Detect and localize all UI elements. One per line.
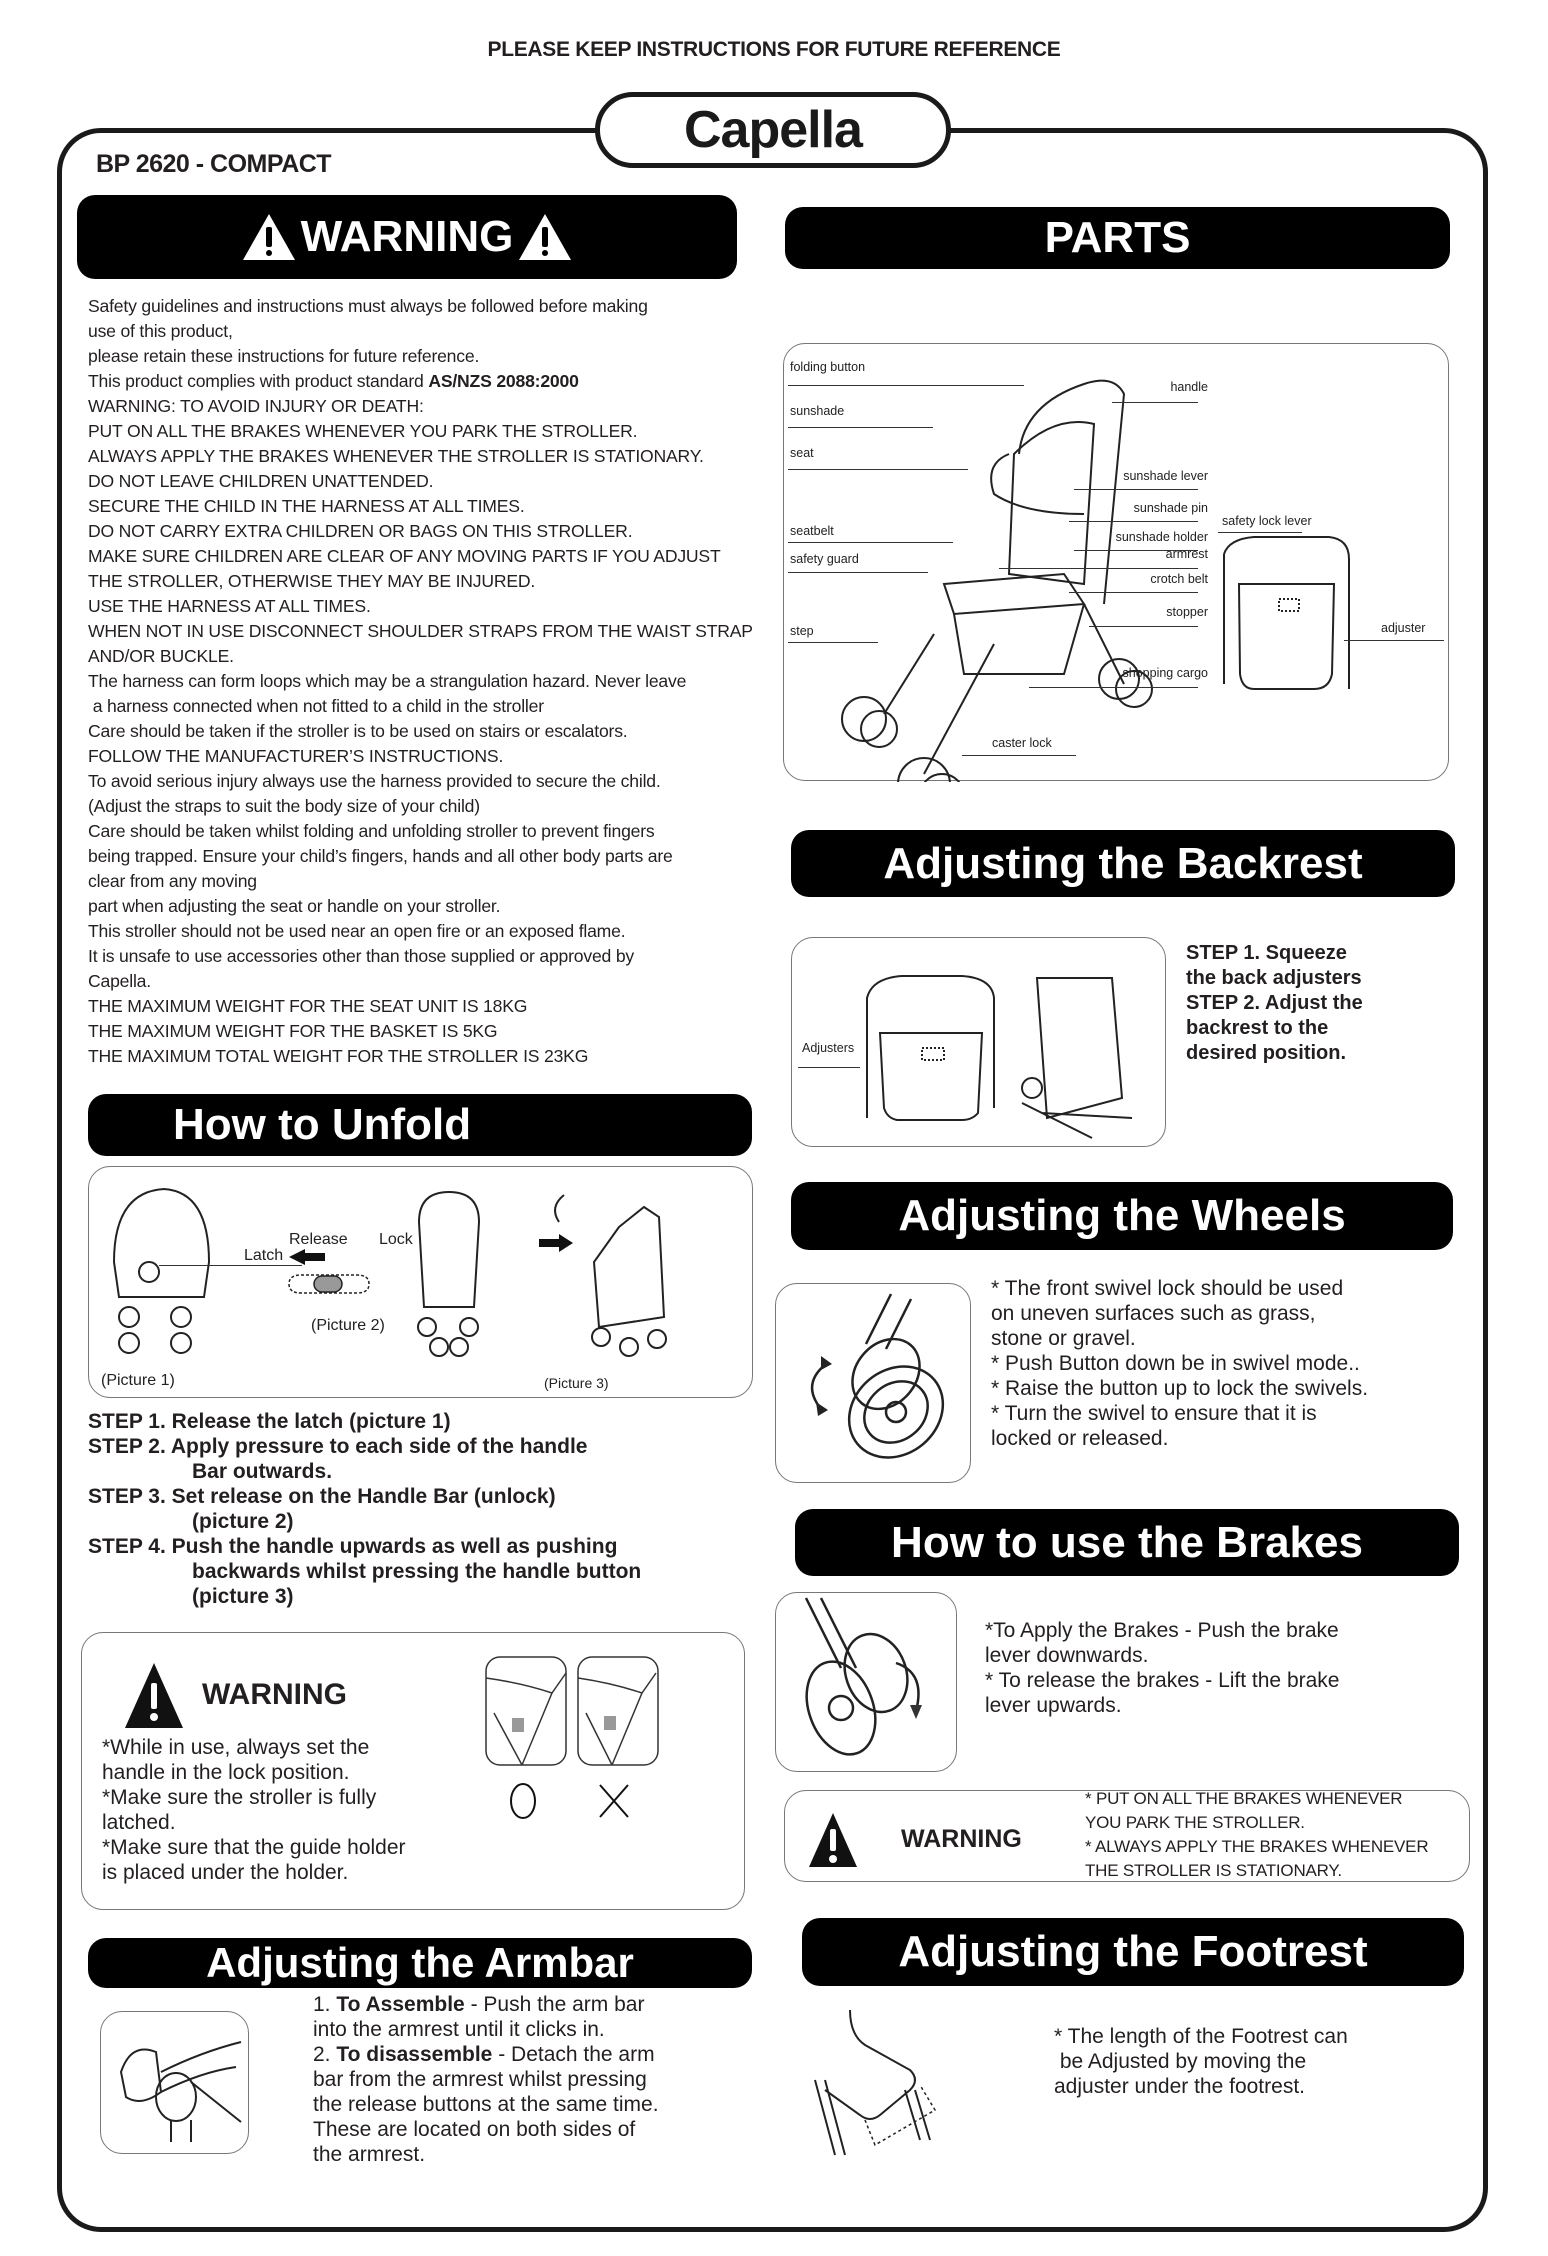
wheels-line: stone or gravel. [991, 1327, 1136, 1350]
picture-2-caption: (Picture 2) [311, 1317, 385, 1334]
handle-warning-line: *Make sure the stroller is fully [102, 1786, 377, 1809]
warning-title: WARNING [300, 212, 514, 261]
brakes-warning-line: THE STROLLER IS STATIONARY. [1085, 1861, 1342, 1880]
brakes-text [985, 1618, 1465, 1718]
warning-line: AND/OR BUCKLE. [88, 646, 234, 666]
unfold-step: STEP 2. Apply pressure to each side of the handle [88, 1435, 588, 1458]
part-label: safety guard [790, 552, 859, 566]
stroller-illustration [784, 344, 1450, 782]
parts-title: PARTS [1044, 213, 1191, 262]
unfold-title: How to Unfold [173, 1100, 472, 1149]
backrest-step-line: the back adjusters [1186, 967, 1362, 989]
parts-diagram [783, 343, 1449, 781]
wheels-line: * The front swivel lock should be used [991, 1277, 1344, 1300]
footrest-illustration [805, 2005, 945, 2160]
handle-warning-line: *Make sure that the guide holder [102, 1836, 406, 1859]
warning-line: THE MAXIMUM WEIGHT FOR THE BASKET IS 5KG [88, 1021, 498, 1041]
backrest-header [791, 830, 1455, 897]
release-label: Release [289, 1231, 348, 1248]
part-label: step [790, 624, 814, 638]
part-label: folding button [790, 360, 866, 374]
backrest-step-line: backrest to the [1186, 1017, 1329, 1039]
wheel-drawing [776, 1284, 972, 1484]
handle-warning-line: handle in the lock position. [102, 1761, 350, 1784]
warning-line: a harness connected when not fitted to a child in the stroller [88, 696, 544, 716]
brakes-warning-line: * ALWAYS APPLY THE BRAKES WHENEVER [1085, 1837, 1429, 1856]
warning-line: THE STROLLER, OTHERWISE THEY MAY BE INJURED. [88, 571, 536, 591]
model-name: BP 2620 - COMPACT [96, 150, 332, 178]
unfold-step-continued: Bar outwards. [192, 1460, 333, 1483]
unfold-steps [88, 1409, 778, 1609]
brakes-line: * To release the brakes - Lift the brake [985, 1669, 1340, 1692]
wheels-line: * Turn the swivel to ensure that it is [991, 1402, 1317, 1425]
arrow-left-icon [289, 1249, 325, 1265]
standard-prefix: This product complies with product standard [88, 371, 429, 391]
warning-line: WHEN NOT IN USE DISCONNECT SHOULDER STRAPS FROM THE WAIST STRAP [88, 621, 753, 641]
warning-line: DO NOT CARRY EXTRA CHILDREN OR BAGS ON THIS STROLLER. [88, 521, 633, 541]
backrest-step-line: STEP 2. Adjust the [1186, 992, 1363, 1014]
warning-line: FOLLOW THE MANUFACTURER’S INSTRUCTIONS. [88, 746, 504, 766]
footrest-line: * The length of the Footrest can [1054, 2025, 1348, 2048]
part-label: seat [790, 446, 814, 460]
armbar-drawing [101, 2012, 250, 2155]
warning-line: use of this product, [88, 321, 233, 341]
warning-line: USE THE HARNESS AT ALL TIMES. [88, 596, 371, 616]
keep-instructions-note: PLEASE KEEP INSTRUCTIONS FOR FUTURE REFERENCE [487, 38, 1061, 61]
backrest-steps [1186, 941, 1446, 1066]
brakes-warning-line: YOU PARK THE STROLLER. [1085, 1813, 1305, 1832]
unfold-step: STEP 4. Push the handle upwards as well as pushing [88, 1535, 618, 1558]
warning-triangle-icon [519, 214, 571, 260]
warning-line: Care should be taken whilst folding and unfolding stroller to prevent fingers [88, 821, 655, 841]
brakes-line: lever downwards. [985, 1644, 1149, 1667]
warning-line: part when adjusting the seat or handle on your stroller. [88, 896, 501, 916]
brakes-line: *To Apply the Brakes - Push the brake [985, 1619, 1339, 1642]
warning-line: Care should be taken if the stroller is to be used on stairs or escalators. [88, 721, 628, 741]
warning-line: To avoid serious injury always use the harness provided to secure the child. [88, 771, 661, 791]
handle-warning-text [102, 1735, 492, 1885]
part-label: sunshade holder [1115, 530, 1208, 544]
brand-logo-text: Capella [684, 101, 862, 159]
armbar-title: Adjusting the Armbar [206, 1939, 634, 1986]
wheels-line: * Push Button down be in swivel mode.. [991, 1352, 1360, 1375]
picture-1-caption: (Picture 1) [101, 1372, 175, 1389]
brakes-illustration [775, 1592, 957, 1772]
part-label: stopper [1166, 605, 1208, 619]
handle-warning-line: *While in use, always set the [102, 1736, 370, 1759]
warning-header [77, 195, 737, 279]
armbar-line: into the armrest until it clicks in. [313, 2018, 605, 2041]
wheels-header [791, 1182, 1453, 1250]
handle-warning-line: is placed under the holder. [102, 1861, 349, 1884]
warning-line: PUT ON ALL THE BRAKES WHENEVER YOU PARK THE STROLLER. [88, 421, 638, 441]
standard-line [88, 369, 768, 394]
unfold-step-continued: (picture 2) [192, 1510, 294, 1533]
footrest-text [1054, 2024, 1454, 2099]
warning-line: This stroller should not be used near an open fire or an exposed flame. [88, 921, 626, 941]
lock-label: Lock [379, 1231, 413, 1248]
parts-header [785, 207, 1450, 269]
part-label: sunshade [790, 404, 845, 418]
warning-triangle-icon [243, 214, 295, 260]
handle-warning-line: latched. [102, 1811, 176, 1834]
standard-code: AS/NZS 2088:2000 [428, 371, 579, 391]
armbar-item-2: 2. To disassemble - Detach the arm [313, 2043, 655, 2066]
backrest-title: Adjusting the Backrest [883, 838, 1363, 888]
brakes-warning-text [1085, 1787, 1465, 1883]
part-label: handle [1170, 380, 1208, 394]
warning-line: please retain these instructions for future reference. [88, 346, 480, 366]
wheels-title: Adjusting the Wheels [898, 1191, 1346, 1240]
warning-line: Safety guidelines and instructions must always be followed before making [88, 296, 648, 316]
arrow-right-icon [539, 1234, 573, 1252]
unfold-drawing [89, 1167, 754, 1399]
unfold-step: STEP 3. Set release on the Handle Bar (unlock) [88, 1485, 556, 1508]
armbar-text [313, 1992, 763, 2167]
warning-line: WARNING: TO AVOID INJURY OR DEATH: [88, 396, 424, 416]
footrest-drawing [805, 2005, 945, 2160]
part-label: shopping cargo [1122, 666, 1208, 680]
brand-logo [595, 92, 951, 168]
brakes-title: How to use the Brakes [891, 1517, 1363, 1567]
warning-line: SECURE THE CHILD IN THE HARNESS AT ALL TIMES. [88, 496, 525, 516]
adjusters-label: Adjusters [802, 1041, 855, 1055]
warning-line: THE MAXIMUM TOTAL WEIGHT FOR THE STROLLER IS 23KG [88, 1046, 589, 1066]
brakes-warning-line: * PUT ON ALL THE BRAKES WHENEVER [1085, 1789, 1403, 1808]
warning-line: The harness can form loops which may be a strangulation hazard. Never leave [88, 671, 687, 691]
wheels-line: locked or released. [991, 1427, 1169, 1450]
footrest-line: adjuster under the footrest. [1054, 2075, 1305, 2098]
picture-3-caption: (Picture 3) [544, 1375, 609, 1391]
brake-drawing [776, 1593, 958, 1773]
armbar-line: These are located on both sides of [313, 2118, 636, 2141]
warning-line: Capella. [88, 971, 151, 991]
brakes-warning-title: WARNING [901, 1825, 1022, 1853]
wheels-line: * Raise the button up to lock the swivels. [991, 1377, 1369, 1400]
part-label: crotch belt [1150, 572, 1208, 586]
backrest-step-line: STEP 1. Squeeze [1186, 942, 1347, 964]
wheels-text [991, 1276, 1471, 1451]
part-label: sunshade pin [1133, 501, 1208, 515]
handle-warning-title: WARNING [202, 1678, 347, 1711]
footrest-header [802, 1918, 1464, 1986]
armbar-line: the release buttons at the same time. [313, 2093, 659, 2116]
backrest-step-line: desired position. [1186, 1042, 1347, 1064]
armbar-header [88, 1938, 752, 1988]
warning-line: THE MAXIMUM WEIGHT FOR THE SEAT UNIT IS 18KG [88, 996, 528, 1016]
part-label: adjuster [1381, 621, 1426, 635]
warning-line: clear from any moving [88, 871, 257, 891]
warning-line: MAKE SURE CHILDREN ARE CLEAR OF ANY MOVING PARTS IF YOU ADJUST [88, 546, 721, 566]
correct-mark-icon [511, 1784, 535, 1818]
warning-line: (Adjust the straps to suit the body size of your child) [88, 796, 480, 816]
footrest-line: be Adjusted by moving the [1054, 2050, 1307, 2073]
part-label: sunshade lever [1123, 469, 1208, 483]
armbar-line: bar from the armrest whilst pressing [313, 2068, 647, 2091]
footrest-title: Adjusting the Footrest [898, 1927, 1368, 1976]
part-label: seatbelt [790, 524, 834, 538]
unfold-header [88, 1094, 752, 1156]
warning-line: ALWAYS APPLY THE BRAKES WHENEVER THE STROLLER IS STATIONARY. [88, 446, 704, 466]
wheels-illustration [775, 1283, 971, 1483]
armbar-item-1: 1. To Assemble - Push the arm bar [313, 1993, 645, 2016]
warning-text [88, 294, 768, 1069]
brakes-warning-drawing [785, 1791, 905, 1883]
brakes-header [795, 1509, 1459, 1576]
part-label: caster lock [992, 736, 1052, 750]
wheels-line: on uneven surfaces such as grass, [991, 1302, 1316, 1325]
armbar-line: the armrest. [313, 2143, 426, 2166]
unfold-step-continued: backwards whilst pressing the handle button [192, 1560, 642, 1583]
brakes-warning-box [784, 1790, 1470, 1882]
armbar-illustration [100, 2011, 249, 2154]
unfold-illustration [88, 1166, 753, 1398]
part-label: safety lock lever [1222, 514, 1312, 528]
unfold-step-continued: (picture 3) [192, 1585, 294, 1608]
backrest-illustration [791, 937, 1166, 1147]
warning-line: It is unsafe to use accessories other than those supplied or approved by [88, 946, 635, 966]
part-label: armrest [1165, 547, 1208, 561]
handle-warning-box [81, 1632, 745, 1910]
warning-line: being trapped. Ensure your child’s fingers, hands and all other body parts are [88, 846, 673, 866]
incorrect-mark-icon [600, 1785, 628, 1817]
brakes-line: lever upwards. [985, 1694, 1122, 1717]
unfold-step: STEP 1. Release the latch (picture 1) [88, 1410, 451, 1433]
latch-label: Latch [244, 1247, 284, 1264]
warning-line: DO NOT LEAVE CHILDREN UNATTENDED. [88, 471, 434, 491]
